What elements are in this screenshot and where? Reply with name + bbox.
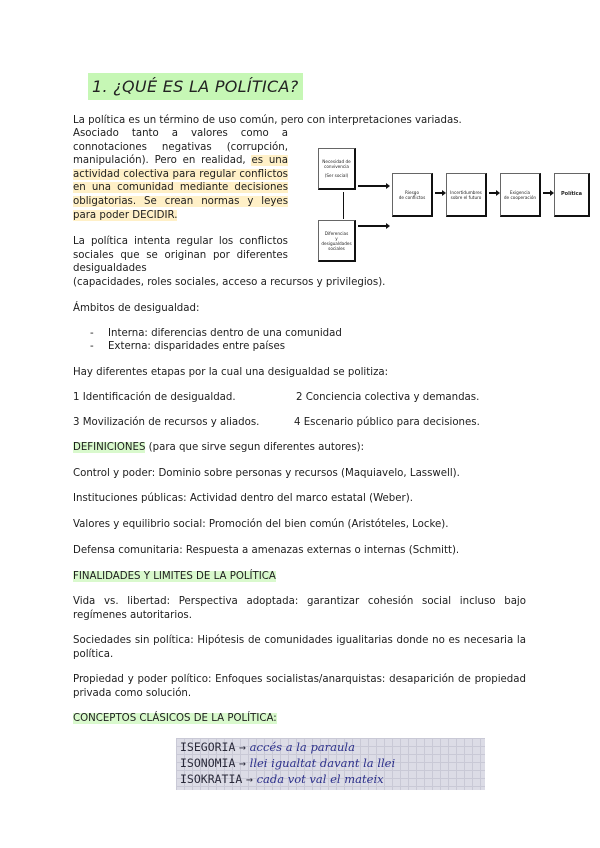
section-highlight: CONCEPTOS CLÁSICOS DE LA POLÍTICA:	[73, 713, 277, 724]
diagram-text: convivencia	[324, 164, 349, 169]
definicion-item: Valores y equilibrio social: Promoción del bien común (Aristóteles, Locke).	[73, 519, 449, 530]
etapas-heading: Hay diferentes etapas por la cual una desigualdad se politiza:	[73, 367, 389, 378]
intro-paragraph	[73, 127, 288, 222]
arrow-icon: →	[239, 740, 246, 754]
definiciones-heading	[73, 441, 364, 455]
finalidad-item: Sociedades sin política: Hipótesis de comunidades igualitarias donde no es necesaria la política.	[73, 635, 526, 660]
diagram-box-riesgo	[392, 173, 433, 217]
diagram-box-diferencias	[318, 220, 356, 262]
diagram-box-politica	[554, 173, 590, 217]
politics-flow-diagram	[315, 145, 590, 265]
handwritten-notes-image	[176, 738, 485, 790]
diagram-text: de conflictos	[398, 194, 426, 200]
etapa-item: 4 Escenario público para decisiones.	[294, 417, 480, 428]
arrow-icon	[358, 185, 388, 187]
conflicts-paragraph: La política intenta regular los conflictos sociales que se originan por diferentes desigualdades	[73, 236, 288, 275]
conceptos-heading	[73, 712, 277, 726]
definicion-item: Instituciones públicas: Actividad dentro del marco estatal (Weber).	[73, 493, 413, 504]
page-title: 1. ¿QUÉ ES LA POLÍTICA?	[88, 73, 303, 100]
intro-line: La política es un término de uso común, pero con interpretaciones variadas.	[73, 115, 462, 126]
diagram-text: Incertidumbres	[450, 189, 482, 195]
concept-definition: llei igualtat davant la llei	[249, 756, 396, 770]
diagram-text: Diferencias	[324, 230, 349, 236]
diagram-text: (Ser social)	[324, 173, 349, 178]
section-highlight: DEFINICIONES	[73, 442, 146, 453]
concept-definition: cada vot val el mateix	[256, 772, 384, 786]
diagram-text: sobre el futuro	[450, 194, 482, 200]
list-item	[90, 340, 286, 354]
list-item	[90, 327, 342, 341]
diagram-box-convivencia	[318, 148, 356, 190]
diagram-text: Política	[561, 191, 582, 197]
arrow-icon: →	[239, 756, 246, 770]
diagram-box-cooperacion	[500, 173, 541, 217]
arrow-icon: →	[245, 772, 253, 786]
section-highlight: FINALIDADES Y LIMITES DE LA POLÍTICA	[73, 571, 276, 582]
diagram-box-incertidumbres	[446, 173, 487, 217]
conflicts-paragraph-end: (capacidades, roles sociales, acceso a recursos y privilegios).	[73, 277, 386, 288]
concept-definition: accés a la paraula	[249, 740, 355, 754]
diagram-text: y desigualdades	[321, 235, 352, 246]
finalidades-heading	[73, 570, 276, 584]
arrow-icon	[435, 192, 444, 194]
heading-rest: (para que sirve segun diferentes autores):	[145, 442, 365, 453]
concept-term: ISONOMIA	[180, 756, 236, 770]
list-item-text: Interna: diferencias dentro de una comunidad	[108, 328, 342, 339]
etapa-item: 2 Conciencia colectiva y demandas.	[296, 392, 480, 403]
finalidad-item: Vida vs. libertad: Perspectiva adoptada: garantizar cohesión social incluso bajo regímenes autoritarios.	[73, 596, 526, 621]
concept-term: ISEGORIA	[180, 740, 236, 754]
list-item-text: Externa: disparidades entre países	[108, 341, 286, 352]
diagram-text: Exigencia	[509, 189, 531, 195]
etapa-item: 3 Movilización de recursos y aliados.	[73, 417, 260, 428]
intro-plain-text: Asociado tanto a valores como a connotaciones negativas (corrupción, manipulación). Pero en realidad,	[73, 128, 288, 167]
arrow-icon	[543, 192, 552, 194]
diagram-text: sociales	[328, 245, 345, 251]
concept-term: ISOKRATIA	[180, 772, 243, 786]
arrow-icon	[358, 225, 388, 227]
list-bullet: -	[90, 341, 94, 352]
handwritten-line	[180, 772, 384, 786]
definicion-item: Defensa comunitaria: Respuesta a amenazas externas o internas (Schmitt).	[73, 545, 460, 556]
list-bullet: -	[90, 328, 94, 339]
arrow-icon	[489, 192, 498, 194]
double-arrow-connector	[343, 192, 344, 219]
ambitos-heading: Ámbitos de desigualdad:	[73, 303, 200, 314]
definicion-item: Control y poder: Dominio sobre personas y recursos (Maquiavelo, Lasswell).	[73, 468, 460, 479]
diagram-text: Necesidad de	[322, 159, 351, 164]
etapa-item: 1 Identificación de desigualdad.	[73, 392, 236, 403]
handwritten-line	[180, 756, 395, 770]
handwritten-line	[180, 740, 355, 754]
intro-highlighted-definition: es una actividad colectiva para regular conflictos en una comunidad mediante decisiones obligatorias. Se crean normas y leyes para poder DECIDIR.	[73, 155, 288, 221]
diagram-text: Riesgo	[404, 189, 420, 195]
diagram-text: de cooperación	[503, 194, 537, 200]
finalidad-item: Propiedad y poder político: Enfoques socialistas/anarquistas: desaparición de propiedad privada como solución.	[73, 674, 526, 699]
